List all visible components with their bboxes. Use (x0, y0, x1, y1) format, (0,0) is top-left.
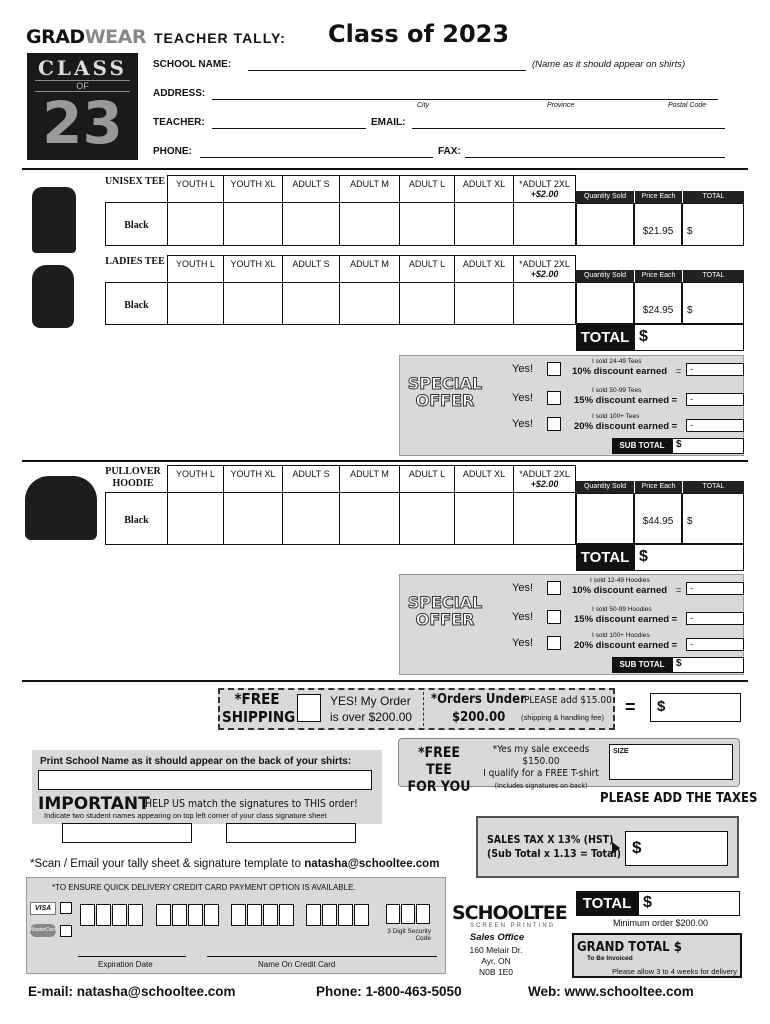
size-header: ADULT S (283, 176, 340, 203)
qty-cell[interactable] (224, 493, 283, 545)
final-total-box (576, 891, 740, 916)
qty-cell[interactable] (514, 493, 576, 545)
security-digit-box[interactable] (386, 904, 400, 924)
price-each-header: Price Each (634, 481, 682, 493)
brand-wear: WEAR (84, 26, 146, 48)
hoodie-subtotal-label: SUB TOTAL (612, 657, 672, 673)
total-header: TOTAL (682, 481, 744, 493)
offer-checkbox[interactable] (547, 581, 561, 595)
office-address-line1: 160 Melair Dr. (469, 945, 523, 955)
sales-tax-field[interactable]: $ (625, 831, 728, 866)
price-each: $21.95 (634, 203, 682, 246)
offer-amount-field[interactable]: - (686, 582, 744, 595)
sales-office-title: Sales Office (469, 932, 525, 943)
offer-amount-field[interactable]: - (686, 419, 744, 432)
allow-weeks-text: Please allow 3 to 4 weeks for delivery (612, 967, 738, 976)
product-name-ladies: LADIES TEE (105, 256, 165, 267)
schooltee-subtitle: SCREEN PRINTING (470, 923, 556, 929)
handling-text: (shipping & handling fee) (521, 713, 604, 722)
visa-checkbox[interactable] (60, 902, 72, 914)
shipping-divider (423, 692, 424, 726)
price-each: $24.95 (634, 282, 682, 324)
ladies-totals (576, 267, 744, 324)
size-header: YOUTH L (168, 256, 224, 283)
qty-cell[interactable] (400, 203, 455, 246)
school-name-label: SCHOOL NAME: (153, 59, 232, 70)
offer-discount: 10% discount earned (572, 366, 668, 377)
fax-field[interactable] (465, 157, 725, 158)
size-corner (106, 256, 168, 283)
office-address (458, 945, 534, 978)
size-2xl-extra: +$2.00 (530, 189, 559, 199)
hoodie-subtotal-field[interactable]: $ (672, 657, 744, 673)
qty-sold-field[interactable] (576, 203, 634, 246)
size-header: ADULT S (283, 256, 340, 283)
back-print-field[interactable] (38, 770, 372, 790)
card-name-label: Name On Credit Card (258, 960, 336, 969)
yes-label: Yes! (512, 392, 534, 404)
qty-cell[interactable] (340, 493, 400, 545)
orders-under-label: *Orders Under (431, 692, 526, 707)
yes-label: Yes! (512, 611, 534, 623)
offer-amount-field[interactable]: - (686, 363, 744, 376)
school-name-hint: (Name as it should appear on shirts) (532, 59, 686, 70)
free-tee-size-field[interactable]: SIZE (609, 744, 733, 780)
card-digit-box[interactable] (96, 904, 111, 926)
shipping-equals: = (625, 697, 636, 717)
indicate-text: Indicate two student names appearing on top left corner of your class signature sheet (44, 811, 327, 820)
scan-text: *Scan / Email your tally sheet & signature template to (30, 858, 305, 870)
free-shipping-title (222, 690, 296, 726)
address-label: ADDRESS: (153, 88, 206, 99)
sales-tax-line: SALES TAX X 13% (HST) (487, 834, 614, 846)
please-add-text: PLEASE add $15.00 (524, 695, 612, 706)
footer-phone: Phone: 1-800-463-5050 (316, 984, 462, 999)
teacher-label: TEACHER: (153, 117, 205, 128)
brand-grad: GRAD (26, 26, 85, 48)
hoodie-totals (576, 478, 744, 544)
row-total-field[interactable]: $ (682, 282, 744, 324)
qty-cell[interactable] (455, 493, 514, 545)
security-digit-box[interactable] (416, 904, 430, 924)
card-digit-box[interactable] (156, 904, 171, 926)
qty-cell[interactable] (340, 283, 400, 325)
offer-checkbox[interactable] (547, 636, 561, 650)
card-digit-box[interactable] (128, 904, 143, 926)
unisex-tee-photo (32, 187, 76, 253)
size-header: YOUTH XL (224, 256, 283, 283)
schooltee-logo: SCHOOLTEE (452, 902, 567, 924)
yes-label: Yes! (512, 637, 534, 649)
qty-cell[interactable] (514, 203, 576, 246)
product-name-unisex: UNISEX TEE (104, 176, 166, 187)
card-name-field[interactable] (207, 956, 437, 957)
tee-total-field[interactable]: $ (634, 324, 744, 351)
offer-checkbox[interactable] (547, 417, 561, 431)
free-tee-line1: *FREE TEE (417, 745, 461, 778)
important-label: IMPORTANT (38, 794, 150, 814)
office-address-line2: Ayr, ON (481, 956, 511, 966)
card-digit-box[interactable] (322, 904, 337, 926)
size-header-2xl (514, 466, 576, 493)
qty-cell[interactable] (283, 493, 340, 545)
qty-cell[interactable] (514, 283, 576, 325)
free-tee-line2: FOR YOU (407, 779, 471, 795)
gradwear-logo (26, 26, 146, 48)
qty-cell[interactable] (224, 283, 283, 325)
offer-sold: I sold 100+ Hoodies (592, 632, 650, 639)
size-2xl-label: *ADULT 2XL (519, 179, 570, 189)
logo-year-text: 23 (42, 89, 123, 157)
offer-sold: I sold 24-49 Tees (592, 358, 642, 365)
logo-class-text: CLASS (38, 56, 127, 80)
arrow-right-icon (612, 842, 620, 854)
qty-cell[interactable] (400, 493, 455, 545)
security-code-label: 3 Digit Security Code (387, 928, 431, 942)
price-each: $44.95 (634, 493, 682, 544)
help-match-text: HELP US match the signatures to THIS order! (145, 798, 358, 810)
address-field[interactable] (212, 99, 718, 100)
tee-subtotal-field[interactable]: $ (672, 438, 744, 454)
card-digit-box[interactable] (338, 904, 353, 926)
free-label: *FREE (234, 690, 280, 708)
sales-tax-text (487, 833, 621, 861)
hoodie-total-label: TOTAL (576, 544, 634, 571)
size-header: ADULT S (283, 466, 340, 493)
city-hint: City (417, 102, 430, 109)
offer-equals: = (676, 366, 682, 376)
shipping-label: SHIPPING (222, 708, 296, 726)
size-2xl-extra: +$2.00 (530, 479, 559, 489)
unisex-size-table (105, 175, 576, 246)
size-header: ADULT XL (455, 466, 514, 493)
product-name-hoodie: PULLOVER HOODIE (105, 466, 161, 489)
size-header: ADULT L (400, 466, 455, 493)
security-digit-box[interactable] (401, 904, 415, 924)
size-2xl-label: *ADULT 2XL (519, 259, 570, 269)
size-header: YOUTH L (168, 466, 224, 493)
product-color: Black (106, 493, 168, 545)
offer-discount: 15% discount earned = (574, 614, 678, 625)
class-title: Class of 2023 (328, 20, 510, 48)
card-digit-box[interactable] (231, 904, 246, 926)
minimum-order-text: Minimum order $200.00 (613, 918, 709, 928)
office-address-line3: N0B 1E0 (478, 967, 514, 977)
offer-sold: I sold 50-99 Tees (592, 387, 642, 394)
card-digit-box[interactable] (263, 904, 278, 926)
mastercard-icon: MasterCard (30, 924, 56, 937)
qty-cell[interactable] (283, 283, 340, 325)
qty-sold-field[interactable] (576, 493, 634, 544)
final-total-field[interactable]: $ (638, 891, 740, 916)
visa-icon: VISA (30, 902, 56, 915)
yes-order-text: YES! My Order (330, 694, 411, 708)
final-total-label: TOTAL (576, 891, 638, 916)
offer-discount: 10% discount earned (572, 585, 668, 596)
offer-amount-field[interactable]: - (686, 393, 744, 406)
tee-total-label: TOTAL (576, 324, 634, 351)
size-header: YOUTH XL (224, 466, 283, 493)
expiration-date-field[interactable] (78, 956, 186, 957)
qty-cell[interactable] (340, 203, 400, 246)
hoodie-photo (25, 476, 97, 540)
qty-cell[interactable] (168, 203, 224, 246)
section-divider (22, 460, 748, 462)
free-tee-yes2: I qualify for a FREE T-shirt (483, 768, 599, 779)
yes-label: Yes! (512, 363, 534, 375)
qty-sold-field[interactable] (576, 282, 634, 324)
card-digit-box[interactable] (80, 904, 95, 926)
size-2xl-label: *ADULT 2XL (519, 469, 570, 479)
phone-label: PHONE: (153, 146, 192, 157)
qty-cell[interactable] (168, 493, 224, 545)
back-print-label: Print School Name as it should appear on the back of your shirts: (40, 756, 352, 767)
size-header: YOUTH L (168, 176, 224, 203)
sales-tax-formula: (Sub Total x 1.13 = Total) (487, 848, 622, 860)
size-header-2xl (514, 176, 576, 203)
size-header: ADULT XL (455, 256, 514, 283)
fax-label: FAX: (438, 146, 461, 157)
yes-label: Yes! (512, 582, 534, 594)
offer-checkbox[interactable] (547, 610, 561, 624)
offer-amount-field[interactable]: - (686, 612, 744, 625)
offer-checkbox[interactable] (547, 362, 561, 376)
qty-sold-header: Quantity Sold (576, 481, 634, 493)
footer-web: Web: www.schooltee.com (528, 984, 694, 999)
unisex-totals (576, 188, 744, 246)
student-name-field-2[interactable] (226, 823, 356, 843)
section-divider (22, 680, 748, 682)
qty-cell[interactable] (168, 283, 224, 325)
card-digit-box[interactable] (279, 904, 294, 926)
hoodie-size-table (105, 465, 576, 545)
phone-field[interactable] (200, 157, 433, 158)
qty-cell[interactable] (455, 283, 514, 325)
student-name-field-1[interactable] (62, 823, 192, 843)
hoodie-special-offer-badge: SPECIAL OFFER (407, 593, 483, 629)
qty-cell[interactable] (400, 283, 455, 325)
ladies-tee-photo (32, 265, 74, 328)
size-header: ADULT M (340, 466, 400, 493)
offer-discount: 20% discount earned = (574, 640, 678, 651)
email-label: EMAIL: (371, 117, 406, 128)
card-digit-box[interactable] (247, 904, 262, 926)
email-field[interactable] (412, 128, 725, 129)
shipping-fee-field[interactable]: $ (650, 693, 741, 722)
size-header: ADULT M (340, 176, 400, 203)
qty-sold-header: Quantity Sold (576, 191, 634, 203)
offer-discount: 20% discount earned = (574, 421, 678, 432)
row-total-field[interactable]: $ (682, 493, 744, 544)
header-divider (22, 168, 748, 170)
postal-hint: Postal Code (668, 102, 707, 109)
grand-total-label: GRAND TOTAL $ (577, 940, 682, 955)
school-name-field[interactable] (248, 70, 526, 71)
teacher-field[interactable] (212, 128, 366, 129)
over-text: is over $200.00 (330, 710, 413, 724)
expiration-label: Expiration Date (98, 960, 153, 969)
free-tee-title (404, 745, 474, 796)
free-shipping-checkbox[interactable] (297, 694, 321, 722)
tee-special-offer-badge: SPECIAL OFFER (407, 374, 483, 410)
qty-cell[interactable] (455, 203, 514, 246)
credit-ensure-text: *TO ENSURE QUICK DELIVERY CREDIT CARD PAYMENT OPTION IS AVAILABLE. (52, 883, 356, 892)
footer-email: E-mail: natasha@schooltee.com (28, 984, 236, 999)
card-digit-box[interactable] (188, 904, 203, 926)
teacher-tally-label: TEACHER TALLY: (154, 30, 286, 46)
free-tee-yes3: (Includes signatures on back) (494, 782, 588, 790)
qty-cell[interactable] (224, 203, 283, 246)
size-header: ADULT XL (455, 176, 514, 203)
card-digit-box[interactable] (306, 904, 321, 926)
mastercard-checkbox[interactable] (60, 925, 72, 937)
offer-sold: I sold 100+ Tees (592, 413, 640, 420)
row-total-field[interactable]: $ (682, 203, 744, 246)
hoodie-total-field[interactable]: $ (634, 544, 744, 571)
size-header: ADULT M (340, 256, 400, 283)
scan-instructions (30, 858, 439, 870)
scan-email[interactable]: natasha@schooltee.com (304, 858, 440, 870)
hoodie-total-box (576, 544, 744, 571)
offer-discount: 15% discount earned = (574, 395, 678, 406)
yes-label: Yes! (512, 418, 534, 430)
card-digit-box[interactable] (204, 904, 219, 926)
orders-under-amount: $200.00 (452, 710, 506, 725)
free-tee-description (479, 744, 603, 792)
price-each-header: Price Each (634, 270, 682, 282)
card-digit-box[interactable] (112, 904, 127, 926)
card-digit-box[interactable] (172, 904, 187, 926)
total-header: TOTAL (682, 270, 744, 282)
class-of-23-logo (27, 53, 138, 160)
offer-equals: = (676, 585, 682, 595)
product-color: Black (106, 283, 168, 325)
logo-of-text: OF (35, 80, 130, 92)
add-taxes-label: PLEASE ADD THE TAXES (600, 791, 758, 806)
tee-subtotal-label: SUB TOTAL (612, 438, 672, 454)
offer-sold: I sold 12-49 Hoodies (590, 577, 650, 584)
size-header-2xl (514, 256, 576, 283)
offer-checkbox[interactable] (547, 391, 561, 405)
ladies-size-table (105, 255, 576, 325)
invoiced-text: To Be Invoiced (587, 955, 633, 962)
product-color: Black (106, 203, 168, 246)
offer-amount-field[interactable]: - (686, 638, 744, 651)
size-corner (106, 176, 168, 203)
free-tee-yes1: *Yes my sale exceeds $150.00 (492, 744, 590, 767)
size-header: ADULT L (400, 256, 455, 283)
size-2xl-extra: +$2.00 (530, 269, 559, 279)
qty-sold-header: Quantity Sold (576, 270, 634, 282)
province-hint: Province (547, 102, 575, 109)
tee-total-box (576, 324, 744, 351)
size-corner (106, 466, 168, 493)
offer-sold: I sold 50-99 Hoodies (592, 606, 652, 613)
size-header: ADULT L (400, 176, 455, 203)
card-digit-box[interactable] (354, 904, 369, 926)
price-each-header: Price Each (634, 191, 682, 203)
qty-cell[interactable] (283, 203, 340, 246)
total-header: TOTAL (682, 191, 744, 203)
free-shipping-text (330, 693, 412, 725)
size-header: YOUTH XL (224, 176, 283, 203)
